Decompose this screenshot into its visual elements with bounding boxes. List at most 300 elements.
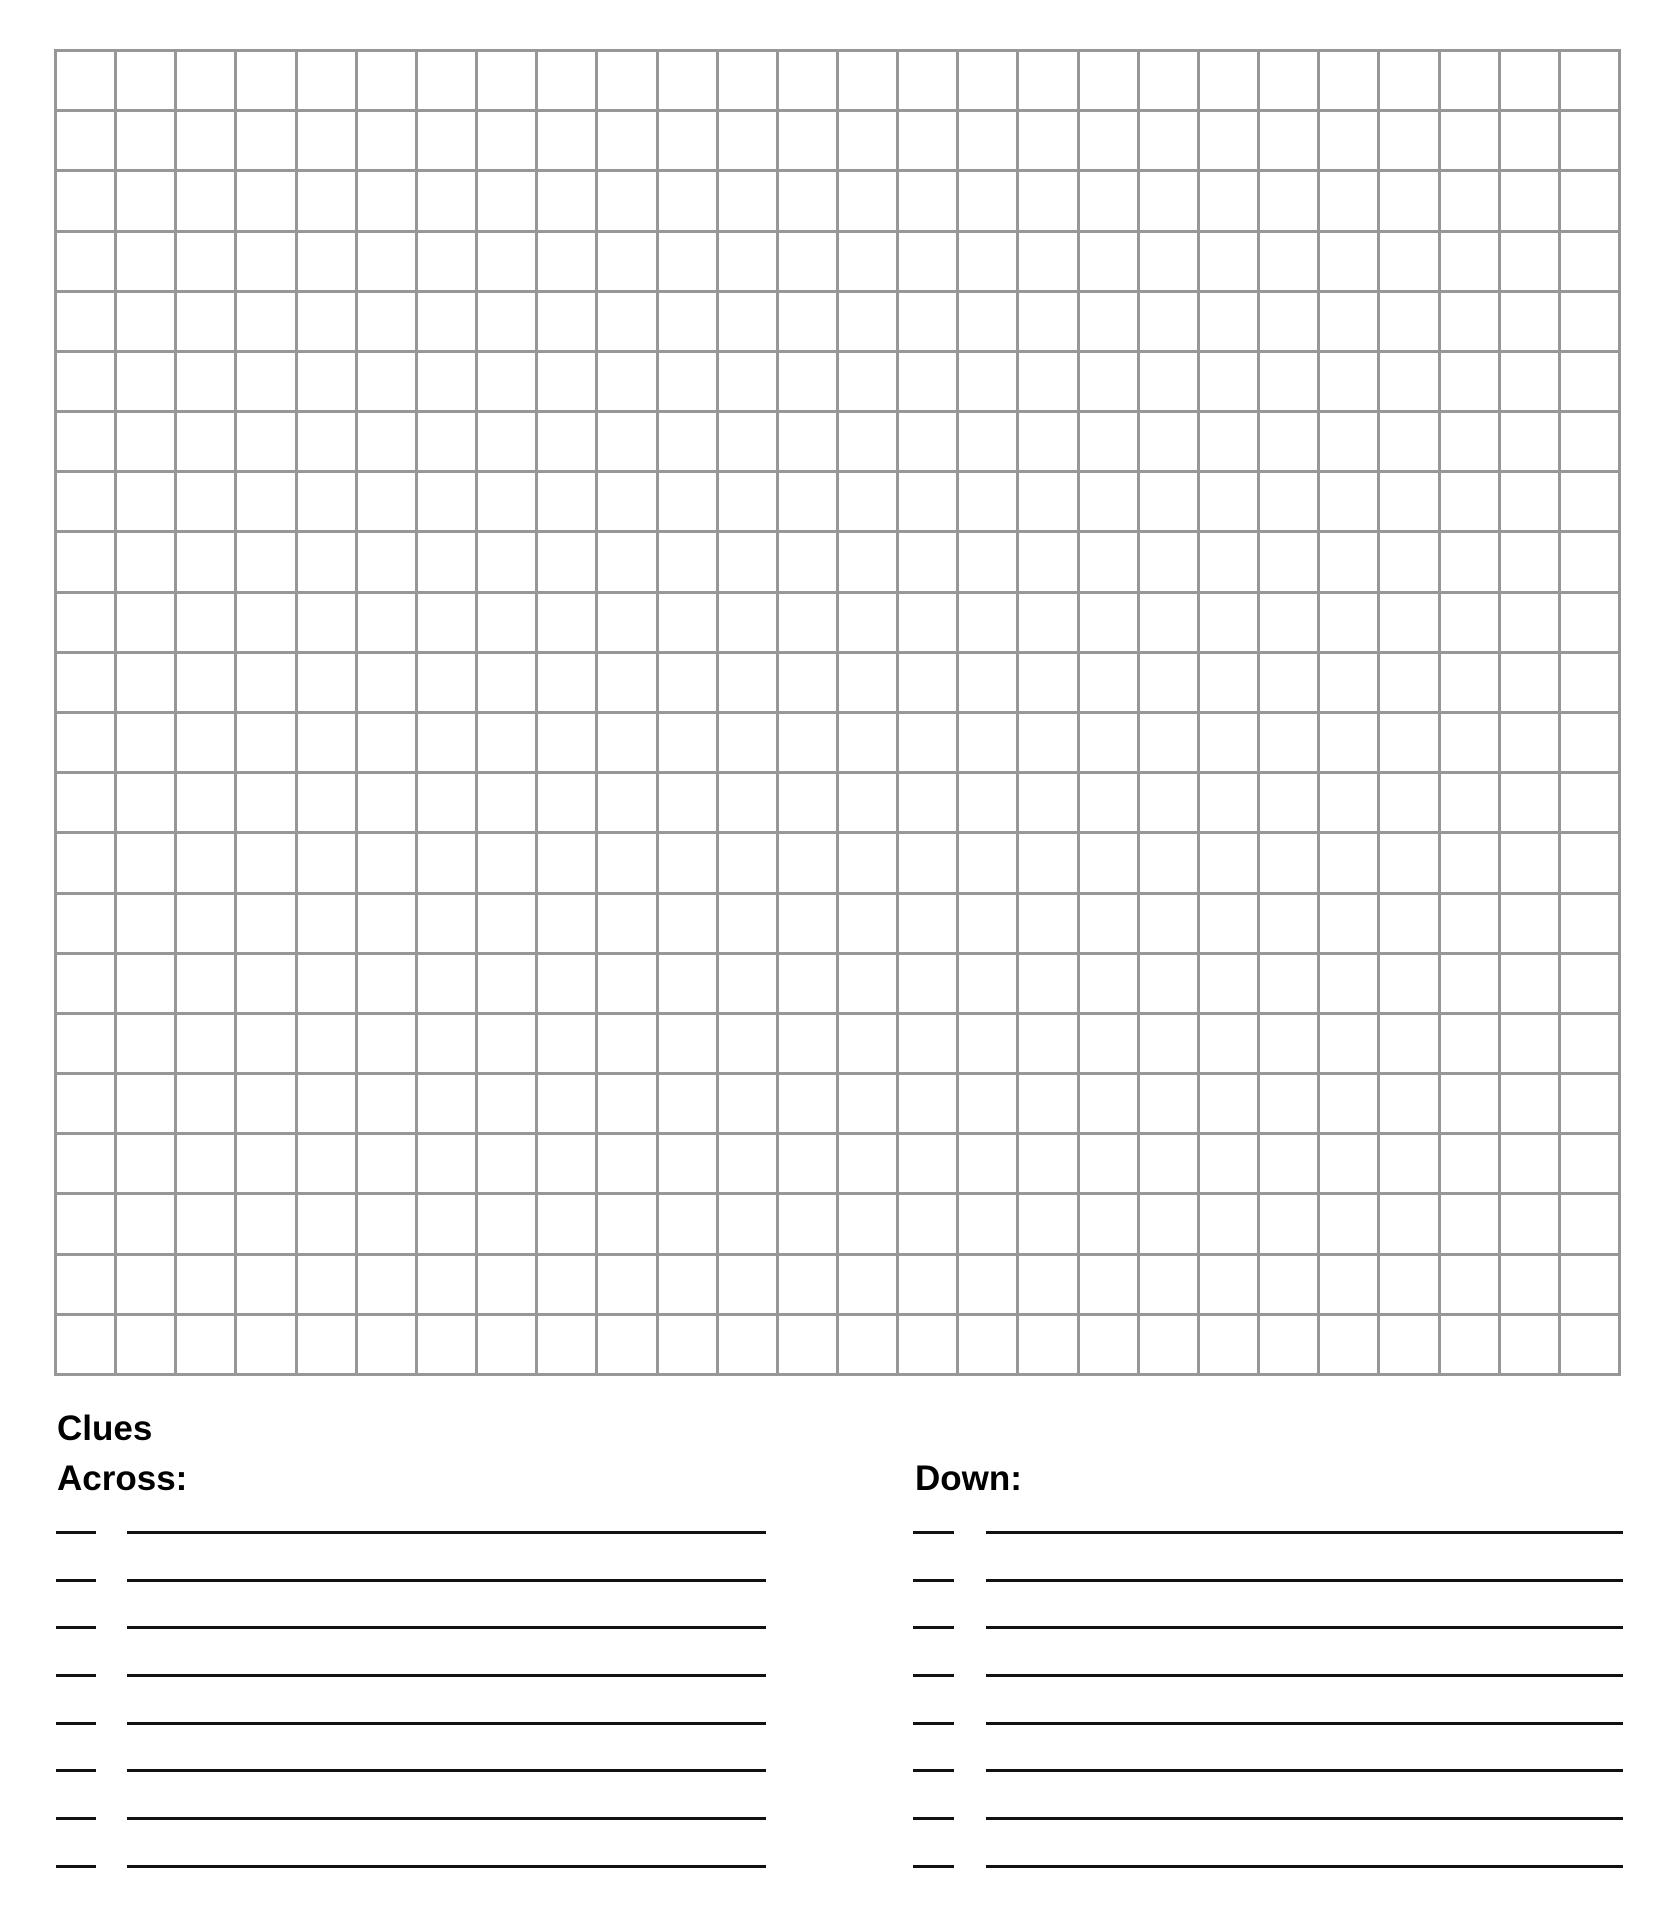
grid-cell — [779, 895, 836, 952]
grid-cell — [659, 714, 716, 771]
grid-cell — [659, 52, 716, 109]
grid-cell — [538, 1316, 595, 1373]
grid-cell — [478, 594, 535, 651]
grid-cell — [358, 654, 415, 711]
grid-cell — [1200, 473, 1257, 530]
grid-cell — [1561, 1256, 1618, 1313]
grid-cell — [1561, 112, 1618, 169]
grid-cell — [418, 172, 475, 229]
grid-cell — [719, 955, 776, 1012]
grid-cell — [719, 774, 776, 831]
grid-cell — [899, 293, 956, 350]
grid-cell — [478, 533, 535, 590]
grid-cell — [177, 1015, 234, 1072]
grid-cell — [57, 774, 114, 831]
grid-cell — [1441, 1195, 1498, 1252]
grid-cell — [1320, 533, 1377, 590]
grid-cell — [177, 353, 234, 410]
grid-cell — [298, 112, 355, 169]
grid-cell — [1019, 473, 1076, 530]
grid-cell — [1260, 473, 1317, 530]
grid-cell — [418, 1135, 475, 1192]
grid-cell — [1140, 172, 1197, 229]
grid-cell — [1019, 955, 1076, 1012]
grid-cell — [1260, 1256, 1317, 1313]
grid-cell — [1200, 353, 1257, 410]
grid-cell — [418, 112, 475, 169]
grid-cell — [418, 52, 475, 109]
grid-cell — [839, 413, 896, 470]
grid-cell — [779, 594, 836, 651]
clue-number-blank — [913, 1865, 954, 1868]
grid-cell — [1320, 1075, 1377, 1132]
grid-cell — [1140, 1256, 1197, 1313]
grid-cell — [298, 172, 355, 229]
grid-cell — [418, 353, 475, 410]
grid-cell — [1080, 1075, 1137, 1132]
grid-cell — [719, 293, 776, 350]
grid-cell — [899, 1316, 956, 1373]
clue-text-blank — [986, 1817, 1623, 1820]
grid-cell — [538, 1015, 595, 1072]
grid-cell — [1561, 774, 1618, 831]
grid-cell — [1200, 1075, 1257, 1132]
grid-cell — [1441, 654, 1498, 711]
grid-cell — [237, 473, 294, 530]
grid-cell — [237, 353, 294, 410]
grid-cell — [959, 293, 1016, 350]
grid-cell — [1320, 714, 1377, 771]
grid-cell — [659, 594, 716, 651]
grid-cell — [298, 1135, 355, 1192]
grid-cell — [538, 1075, 595, 1132]
grid-cell — [57, 834, 114, 891]
grid-cell — [1380, 533, 1437, 590]
grid-cell — [177, 172, 234, 229]
grid-cell — [959, 233, 1016, 290]
grid-cell — [959, 52, 1016, 109]
grid-cell — [57, 413, 114, 470]
grid-cell — [1140, 112, 1197, 169]
grid-cell — [478, 834, 535, 891]
grid-cell — [57, 473, 114, 530]
grid-cell — [899, 594, 956, 651]
grid-cell — [959, 1316, 1016, 1373]
grid-cell — [1019, 594, 1076, 651]
grid-cell — [598, 1316, 655, 1373]
grid-cell — [177, 714, 234, 771]
grid-cell — [719, 654, 776, 711]
grid-cell — [177, 834, 234, 891]
grid-cell — [779, 1316, 836, 1373]
grid-cell — [538, 1256, 595, 1313]
grid-cell — [959, 1015, 1016, 1072]
grid-cell — [1501, 1015, 1558, 1072]
grid-cell — [839, 1316, 896, 1373]
grid-cell — [1501, 895, 1558, 952]
grid-cell — [1019, 1195, 1076, 1252]
grid-cell — [57, 1195, 114, 1252]
grid-cell — [1441, 1135, 1498, 1192]
grid-cell — [177, 413, 234, 470]
grid-cell — [57, 895, 114, 952]
grid-cell — [719, 895, 776, 952]
grid-cell — [959, 714, 1016, 771]
grid-cell — [1441, 955, 1498, 1012]
grid-cell — [1320, 1015, 1377, 1072]
grid-cell — [1441, 473, 1498, 530]
grid-cell — [1200, 1015, 1257, 1072]
clue-number-blank — [913, 1769, 954, 1772]
grid-cell — [1200, 1135, 1257, 1192]
grid-cell — [237, 1075, 294, 1132]
clue-text-blank — [986, 1626, 1623, 1629]
grid-cell — [1380, 473, 1437, 530]
grid-cell — [659, 473, 716, 530]
grid-cell — [478, 1135, 535, 1192]
grid-cell — [839, 895, 896, 952]
grid-cell — [1080, 774, 1137, 831]
grid-cell — [1140, 895, 1197, 952]
grid-cell — [237, 955, 294, 1012]
grid-cell — [779, 1015, 836, 1072]
grid-cell — [1260, 1135, 1317, 1192]
grid-cell — [1441, 293, 1498, 350]
grid-cell — [659, 112, 716, 169]
grid-cell — [839, 353, 896, 410]
grid-cell — [1501, 172, 1558, 229]
grid-cell — [1200, 233, 1257, 290]
grid-cell — [1501, 413, 1558, 470]
grid-cell — [237, 1135, 294, 1192]
grid-cell — [1260, 172, 1317, 229]
grid-cell — [779, 533, 836, 590]
grid-cell — [57, 52, 114, 109]
grid-cell — [1320, 594, 1377, 651]
grid-cell — [1561, 533, 1618, 590]
grid-cell — [298, 1015, 355, 1072]
grid-cell — [839, 714, 896, 771]
grid-cell — [1080, 413, 1137, 470]
clue-blank-row — [0, 1579, 1678, 1582]
grid-cell — [177, 774, 234, 831]
grid-cell — [839, 955, 896, 1012]
grid-cell — [418, 1316, 475, 1373]
grid-cell — [1561, 1075, 1618, 1132]
grid-cell — [779, 774, 836, 831]
grid-cell — [237, 1316, 294, 1373]
grid-cell — [839, 1015, 896, 1072]
grid-cell — [719, 1135, 776, 1192]
grid-cell — [177, 955, 234, 1012]
grid-cell — [1080, 473, 1137, 530]
grid-cell — [598, 1256, 655, 1313]
grid-cell — [358, 774, 415, 831]
grid-cell — [117, 172, 174, 229]
grid-cell — [418, 714, 475, 771]
grid-cell — [298, 233, 355, 290]
grid-cell — [779, 52, 836, 109]
grid-cell — [237, 52, 294, 109]
clue-number-blank — [913, 1722, 954, 1725]
grid-cell — [779, 1256, 836, 1313]
grid-cell — [598, 293, 655, 350]
grid-cell — [1140, 1075, 1197, 1132]
grid-cell — [1501, 714, 1558, 771]
grid-cell — [1441, 52, 1498, 109]
grid-cell — [598, 353, 655, 410]
grid-cell — [1380, 1316, 1437, 1373]
grid-cell — [1019, 112, 1076, 169]
grid-cell — [1140, 233, 1197, 290]
grid-cell — [57, 533, 114, 590]
clue-number-blank — [913, 1674, 954, 1677]
grid-cell — [598, 594, 655, 651]
grid-cell — [358, 834, 415, 891]
grid-cell — [418, 834, 475, 891]
grid-cell — [1200, 112, 1257, 169]
grid-cell — [177, 895, 234, 952]
grid-cell — [478, 293, 535, 350]
grid-cell — [659, 834, 716, 891]
grid-cell — [1080, 112, 1137, 169]
grid-cell — [117, 1015, 174, 1072]
grid-cell — [538, 293, 595, 350]
down-heading: Down: — [915, 1459, 1022, 1498]
grid-cell — [959, 594, 1016, 651]
grid-cell — [1320, 1316, 1377, 1373]
grid-cell — [1380, 834, 1437, 891]
grid-cell — [1200, 895, 1257, 952]
grid-cell — [899, 1015, 956, 1072]
grid-cell — [779, 714, 836, 771]
grid-cell — [57, 1075, 114, 1132]
grid-cell — [57, 293, 114, 350]
grid-cell — [1501, 774, 1558, 831]
grid-cell — [1080, 172, 1137, 229]
grid-cell — [478, 1195, 535, 1252]
grid-cell — [1561, 654, 1618, 711]
grid-cell — [1019, 834, 1076, 891]
grid-cell — [1140, 774, 1197, 831]
grid-cell — [1260, 834, 1317, 891]
grid-cell — [177, 533, 234, 590]
grid-cell — [719, 1195, 776, 1252]
grid-cell — [839, 52, 896, 109]
grid-cell — [659, 1256, 716, 1313]
grid-cell — [117, 714, 174, 771]
grid-cell — [839, 1195, 896, 1252]
clue-text-blank — [986, 1579, 1623, 1582]
grid-cell — [1140, 293, 1197, 350]
grid-cell — [1019, 654, 1076, 711]
grid-cell — [358, 895, 415, 952]
clue-number-blank — [913, 1579, 954, 1582]
grid-cell — [779, 473, 836, 530]
clue-blank-row — [0, 1865, 1678, 1868]
grid-cell — [298, 413, 355, 470]
grid-cell — [358, 1075, 415, 1132]
grid-cell — [1320, 834, 1377, 891]
grid-cell — [237, 1195, 294, 1252]
grid-cell — [1080, 895, 1137, 952]
grid-cell — [1200, 1195, 1257, 1252]
grid-cell — [598, 1195, 655, 1252]
grid-cell — [779, 293, 836, 350]
grid-cell — [177, 1316, 234, 1373]
grid-cell — [298, 654, 355, 711]
grid-cell — [899, 533, 956, 590]
grid-cell — [117, 473, 174, 530]
grid-cell — [1019, 413, 1076, 470]
grid-cell — [779, 955, 836, 1012]
grid-cell — [1501, 533, 1558, 590]
grid-cell — [538, 413, 595, 470]
grid-cell — [1320, 293, 1377, 350]
grid-cell — [298, 594, 355, 651]
grid-cell — [418, 473, 475, 530]
grid-cell — [1561, 594, 1618, 651]
grid-cell — [1441, 774, 1498, 831]
grid-cell — [1380, 353, 1437, 410]
grid-cell — [1200, 1316, 1257, 1373]
grid-cell — [1140, 714, 1197, 771]
grid-cell — [598, 1015, 655, 1072]
grid-cell — [358, 52, 415, 109]
grid-cell — [1019, 1075, 1076, 1132]
grid-cell — [1200, 955, 1257, 1012]
grid-cell — [1260, 533, 1317, 590]
grid-cell — [719, 594, 776, 651]
grid-cell — [1019, 1015, 1076, 1072]
grid-cell — [418, 654, 475, 711]
grid-cell — [117, 353, 174, 410]
grid-cell — [418, 774, 475, 831]
grid-cell — [1140, 955, 1197, 1012]
grid-cell — [177, 473, 234, 530]
clue-blank-row — [0, 1674, 1678, 1677]
grid-cell — [418, 1256, 475, 1313]
grid-cell — [358, 413, 415, 470]
grid-cell — [358, 533, 415, 590]
grid-cell — [1200, 52, 1257, 109]
grid-cell — [719, 353, 776, 410]
grid-cell — [538, 955, 595, 1012]
grid-cell — [659, 293, 716, 350]
grid-cell — [1200, 774, 1257, 831]
crossword-grid — [54, 49, 1621, 1376]
grid-cell — [1019, 293, 1076, 350]
grid-cell — [1380, 1256, 1437, 1313]
grid-cell — [598, 52, 655, 109]
grid-cell — [57, 112, 114, 169]
grid-cell — [1140, 594, 1197, 651]
grid-cell — [237, 714, 294, 771]
grid-cell — [839, 1135, 896, 1192]
grid-cell — [1561, 413, 1618, 470]
grid-cell — [1320, 1195, 1377, 1252]
grid-cell — [719, 1256, 776, 1313]
grid-cell — [779, 1135, 836, 1192]
grid-cell — [719, 1316, 776, 1373]
grid-cell — [1380, 1135, 1437, 1192]
grid-cell — [418, 233, 475, 290]
grid-cell — [899, 955, 956, 1012]
grid-cell — [418, 1015, 475, 1072]
grid-cell — [1561, 1195, 1618, 1252]
grid-cell — [719, 533, 776, 590]
grid-cell — [1441, 1075, 1498, 1132]
grid-cell — [1380, 714, 1437, 771]
grid-cell — [1200, 533, 1257, 590]
grid-cell — [1501, 1256, 1558, 1313]
grid-cell — [1019, 533, 1076, 590]
grid-cell — [358, 1256, 415, 1313]
grid-cell — [237, 594, 294, 651]
grid-cell — [1260, 714, 1317, 771]
grid-cell — [478, 473, 535, 530]
grid-cell — [538, 533, 595, 590]
grid-cell — [538, 1195, 595, 1252]
grid-cell — [1441, 594, 1498, 651]
grid-cell — [358, 594, 415, 651]
grid-cell — [478, 353, 535, 410]
grid-cell — [1320, 1256, 1377, 1313]
grid-cell — [418, 955, 475, 1012]
grid-cell — [538, 834, 595, 891]
grid-cell — [1380, 233, 1437, 290]
grid-cell — [1501, 1316, 1558, 1373]
grid-cell — [237, 172, 294, 229]
grid-cell — [1561, 52, 1618, 109]
grid-cell — [899, 52, 956, 109]
grid-cell — [1080, 654, 1137, 711]
grid-cell — [1561, 714, 1618, 771]
grid-cell — [779, 233, 836, 290]
grid-cell — [117, 1195, 174, 1252]
grid-cell — [1080, 594, 1137, 651]
grid-cell — [719, 52, 776, 109]
grid-cell — [1441, 1256, 1498, 1313]
grid-cell — [1260, 233, 1317, 290]
grid-cell — [538, 473, 595, 530]
grid-cell — [719, 714, 776, 771]
grid-cell — [1380, 955, 1437, 1012]
grid-cell — [1380, 1075, 1437, 1132]
grid-cell — [959, 413, 1016, 470]
grid-cell — [298, 1075, 355, 1132]
grid-cell — [358, 172, 415, 229]
grid-cell — [839, 293, 896, 350]
grid-cell — [1561, 233, 1618, 290]
grid-cell — [959, 1195, 1016, 1252]
grid-cell — [959, 834, 1016, 891]
grid-cell — [1080, 1015, 1137, 1072]
grid-cell — [1140, 834, 1197, 891]
grid-cell — [478, 654, 535, 711]
grid-cell — [598, 654, 655, 711]
grid-cell — [57, 353, 114, 410]
grid-cell — [839, 834, 896, 891]
grid-cell — [1260, 413, 1317, 470]
grid-cell — [899, 1075, 956, 1132]
grid-cell — [1441, 172, 1498, 229]
grid-cell — [177, 594, 234, 651]
grid-cell — [1501, 473, 1558, 530]
grid-cell — [117, 1075, 174, 1132]
grid-cell — [779, 172, 836, 229]
grid-cell — [839, 172, 896, 229]
